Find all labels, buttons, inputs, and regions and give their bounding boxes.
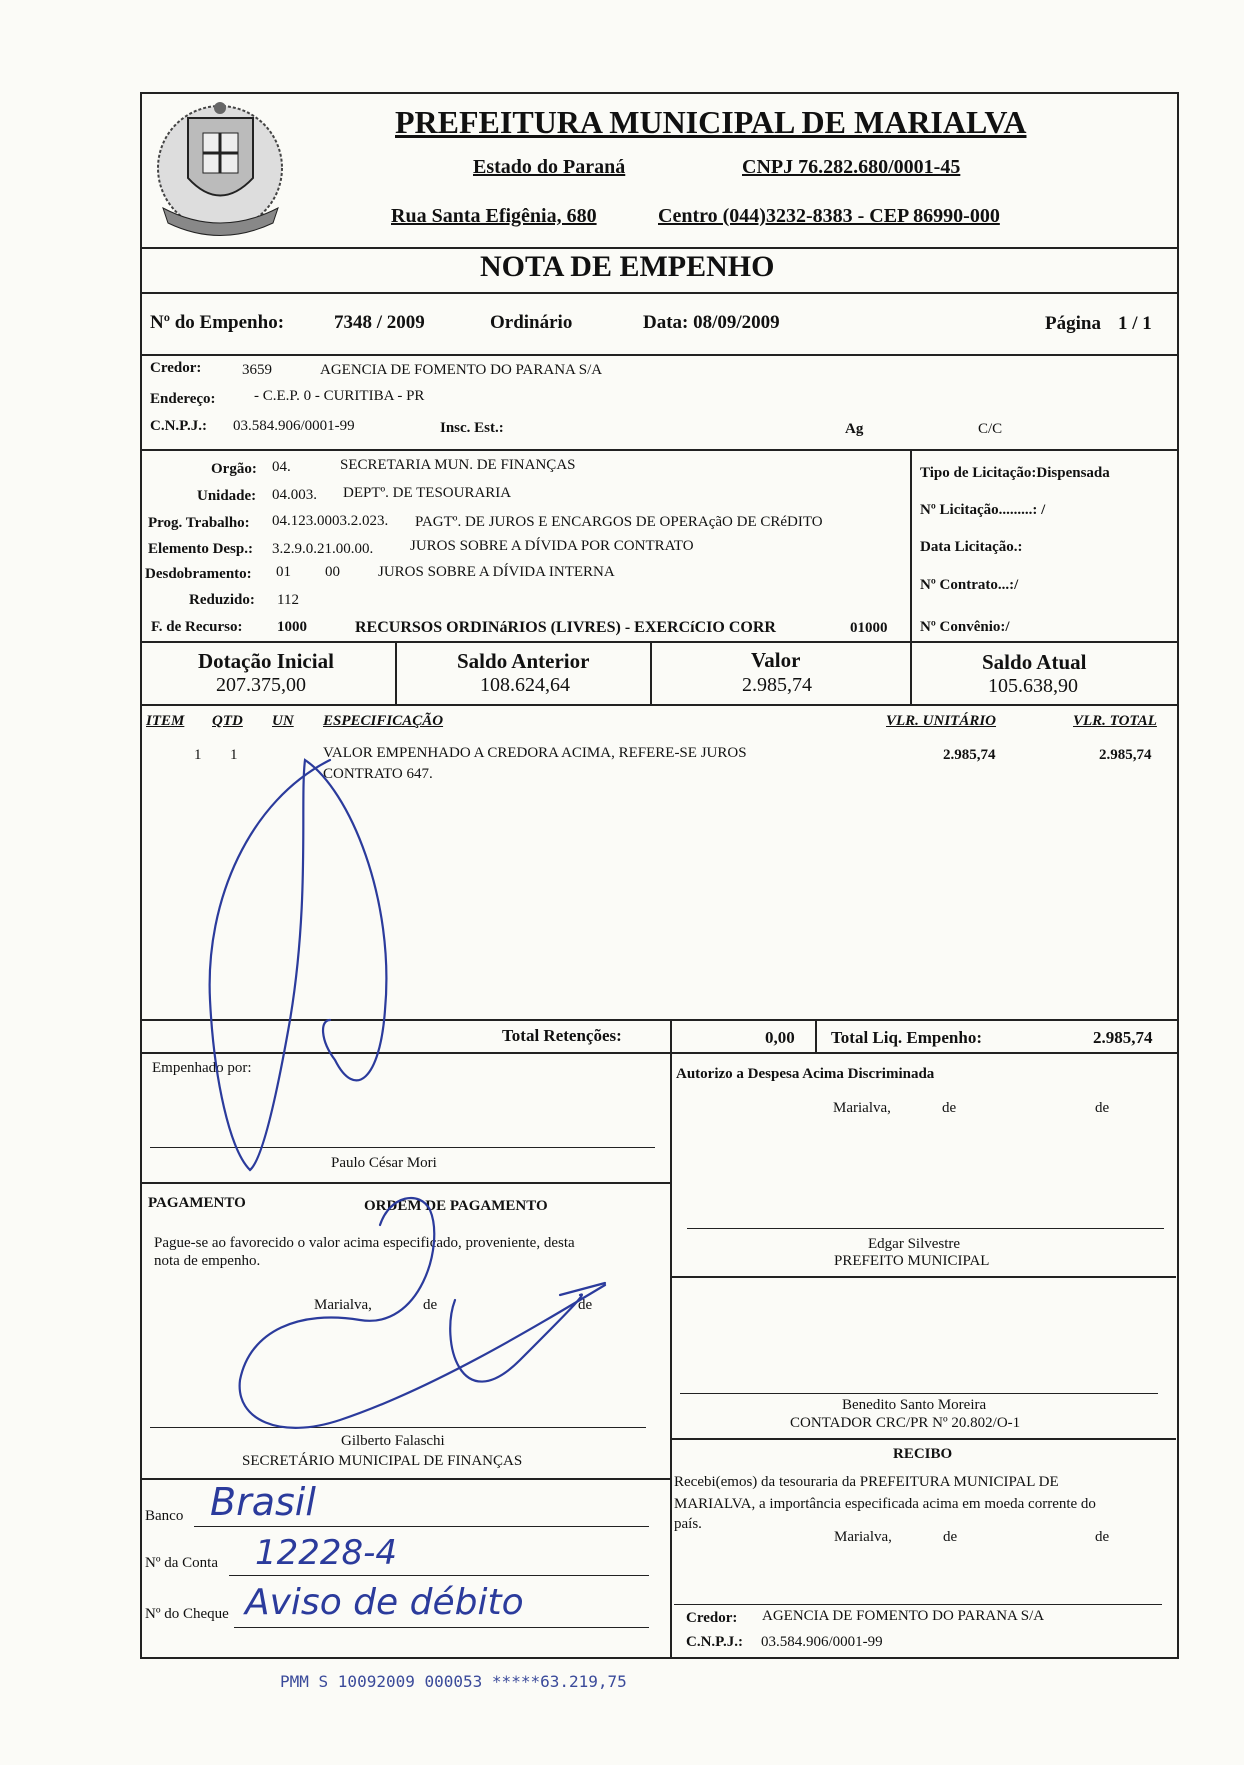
divider: [670, 1276, 1176, 1278]
saldo-anterior-value: 108.624,64: [480, 674, 570, 696]
ordem-pagamento-label: ORDEM DE PAGAMENTO: [364, 1198, 548, 1214]
elemento-code: 3.2.9.0.21.00.00.: [272, 541, 374, 557]
orgao-name: SECRETARIA MUN. DE FINANÇAS: [340, 457, 576, 473]
document-title: NOTA DE EMPENHO: [480, 250, 775, 283]
coat-of-arms-logo: [148, 98, 293, 240]
saldo-atual-value: 105.638,90: [988, 675, 1078, 697]
elemento-label: Elemento Desp.:: [148, 541, 253, 557]
divider: [395, 641, 397, 704]
empenho-number: 7348 / 2009: [334, 312, 425, 333]
item-vlr-unitario: 2.985,74: [943, 747, 996, 763]
unidade-name: DEPTº. DE TESOURARIA: [343, 485, 512, 501]
empenhado-por-label: Empenhado por:: [152, 1060, 252, 1076]
divider: [140, 704, 1177, 706]
item-number: 1: [194, 747, 202, 763]
credor-cnpj-label: C.N.P.J.:: [150, 418, 207, 434]
recibo-cnpj: 03.584.906/0001-99: [761, 1634, 883, 1650]
unidade-label: Unidade:: [197, 488, 257, 504]
contrato-number: Nº Contrato...:/: [920, 577, 1019, 593]
divider: [140, 354, 1177, 356]
col-qtd: QTD: [212, 713, 243, 729]
total-liq-value: 2.985,74: [1093, 1028, 1153, 1047]
page-number: 1 / 1: [1118, 313, 1152, 334]
unidade-code: 04.003.: [272, 487, 317, 503]
secretario-role: SECRETÁRIO MUNICIPAL DE FINANÇAS: [242, 1453, 523, 1469]
col-un: UN: [272, 713, 294, 729]
pagamento-de-1: de: [423, 1297, 438, 1313]
divider: [910, 641, 912, 704]
divider: [140, 1182, 671, 1184]
divider: [815, 1019, 817, 1052]
orgao-label: Orgão:: [211, 461, 257, 477]
col-vlr-unitario: VLR. UNITÁRIO: [886, 713, 997, 729]
licitacao-data: Data Licitação.:: [920, 539, 1023, 555]
cheque-handwritten: Aviso de débito: [245, 1582, 524, 1623]
total-retencoes-label: Total Retenções:: [502, 1026, 622, 1045]
dotacao-label: Dotação Inicial: [198, 649, 334, 673]
recibo-city: Marialva,: [834, 1529, 892, 1545]
pagamento-city: Marialva,: [314, 1297, 372, 1313]
saldo-anterior-label: Saldo Anterior: [457, 649, 590, 673]
divider: [140, 641, 1177, 643]
empenho-number-label: Nº do Empenho:: [150, 312, 285, 333]
recurso-label: F. de Recurso:: [151, 619, 243, 635]
banco-field-line: [194, 1526, 649, 1527]
pagamento-de-2: de: [578, 1297, 593, 1313]
pagamento-label: PAGAMENTO: [148, 1195, 246, 1211]
page-label: Página: [1045, 313, 1101, 334]
pagamento-text-1: Pague-se ao favorecido o valor acima especificado, proveniente, desta: [154, 1235, 575, 1251]
secretario-name: Gilberto Falaschi: [341, 1433, 445, 1449]
credor-label: Credor:: [150, 360, 202, 376]
item-qtd: 1: [230, 747, 238, 763]
recibo-text-3: país.: [674, 1516, 702, 1532]
divider: [140, 449, 1177, 451]
prog-label: Prog. Trabalho:: [148, 515, 250, 531]
autorizo-de-1: de: [942, 1100, 957, 1116]
empenho-type: Ordinário: [490, 312, 573, 333]
empenho-date: Data: 08/09/2009: [643, 312, 780, 333]
licitacao-tipo: Tipo de Licitação:Dispensada: [920, 465, 1110, 481]
divider: [140, 292, 1177, 294]
bank-stamp: PMM S 10092009 000053 *****63.219,75: [280, 1672, 627, 1691]
desdobramento-name: JUROS SOBRE A DÍVIDA INTERNA: [378, 564, 615, 580]
item-description-line-1: VALOR EMPENHADO A CREDORA ACIMA, REFERE-SE JUROS: [323, 745, 747, 761]
signature-line: [674, 1604, 1162, 1605]
divider: [140, 247, 1177, 249]
banco-handwritten: Brasil: [210, 1480, 316, 1524]
recibo-text-2: MARIALVA, a importância especificada acima em moeda corrente do: [674, 1496, 1096, 1512]
valor-value: 2.985,74: [742, 674, 812, 696]
cheque-label: Nº do Cheque: [145, 1606, 229, 1622]
divider: [670, 1019, 672, 1659]
col-item: ITEM: [146, 713, 185, 729]
autorizo-city: Marialva,: [833, 1100, 891, 1116]
total-retencoes-value: 0,00: [765, 1028, 795, 1047]
empenhado-por-name: Paulo César Mori: [331, 1155, 437, 1171]
prefeito-role: PREFEITO MUNICIPAL: [834, 1253, 990, 1269]
autorizo-de-2: de: [1095, 1100, 1110, 1116]
address-label: Endereço:: [150, 391, 216, 407]
contador-role: CONTADOR CRC/PR Nº 20.802/O-1: [790, 1415, 1021, 1431]
recibo-de-1: de: [943, 1529, 958, 1545]
total-liq-label: Total Liq. Empenho:: [831, 1028, 982, 1047]
divider: [140, 1052, 1177, 1054]
recibo-text-1: Recebi(emos) da tesouraria da PREFEITURA MUNICIPAL DE: [674, 1474, 1059, 1490]
item-description-line-2: CONTRATO 647.: [323, 766, 433, 782]
signature-line: [150, 1147, 655, 1148]
signature-line: [680, 1393, 1158, 1394]
convenio-number: Nº Convênio:/: [920, 619, 1010, 635]
pagamento-text-2: nota de empenho.: [154, 1253, 261, 1269]
banco-label: Banco: [145, 1508, 184, 1524]
prefeito-name: Edgar Silvestre: [868, 1236, 961, 1252]
recurso-name: RECURSOS ORDINáRIOS (LIVRES) - EXERCíCIO CORR: [355, 619, 776, 636]
divider: [910, 449, 912, 641]
account-label: C/C: [978, 421, 1003, 437]
credor-code: 3659: [242, 362, 272, 378]
conta-label: Nº da Conta: [145, 1555, 218, 1571]
signature-line: [150, 1427, 646, 1428]
contador-name: Benedito Santo Moreira: [842, 1397, 987, 1413]
credor-cnpj: 03.584.906/0001-99: [233, 418, 355, 434]
conta-field-line: [229, 1575, 649, 1576]
item-vlr-total: 2.985,74: [1099, 747, 1152, 763]
col-especificacao: ESPECIFICAÇÃO: [323, 713, 444, 729]
recibo-de-2: de: [1095, 1529, 1110, 1545]
desdobramento-code-1: 01: [276, 564, 291, 580]
recurso-code: 1000: [277, 619, 307, 635]
address-label: Rua Santa Efigênia, 680: [391, 205, 597, 227]
desdobramento-code-2: 00: [325, 564, 340, 580]
cheque-field-line: [234, 1627, 649, 1628]
prog-name: PAGTº. DE JUROS E ENCARGOS DE OPERAçãO DE CRéDITO: [415, 514, 823, 530]
col-vlr-total: VLR. TOTAL: [1073, 713, 1157, 729]
autorizo-label: Autorizo a Despesa Acima Discriminada: [676, 1066, 935, 1082]
agency-label: Ag: [845, 421, 864, 437]
orgao-code: 04.: [272, 459, 291, 475]
recibo-credor-label: Credor:: [686, 1610, 738, 1626]
conta-handwritten: 12228-4: [255, 1533, 398, 1573]
city-hall-title: PREFEITURA MUNICIPAL DE MARIALVA: [395, 104, 1027, 140]
prog-code: 04.123.0003.2.023.: [272, 513, 389, 529]
saldo-atual-label: Saldo Atual: [982, 650, 1087, 674]
divider: [670, 1438, 1176, 1440]
reduzido-label: Reduzido:: [189, 592, 255, 608]
recibo-cnpj-label: C.N.P.J.:: [686, 1634, 743, 1650]
recurso-code-2: 01000: [850, 620, 888, 636]
contact-label: Centro (044)3232-8383 - CEP 86990-000: [658, 205, 1000, 227]
insc-est-label: Insc. Est.:: [440, 420, 504, 436]
divider: [650, 641, 652, 704]
valor-label: Valor: [751, 648, 801, 672]
signature-line: [687, 1228, 1164, 1229]
recibo-credor-name: AGENCIA DE FOMENTO DO PARANA S/A: [762, 1608, 1045, 1624]
credor-address: - C.E.P. 0 - CURITIBA - PR: [254, 388, 425, 404]
divider: [140, 1019, 1177, 1021]
credor-name: AGENCIA DE FOMENTO DO PARANA S/A: [320, 362, 603, 378]
licitacao-numero: Nº Licitação.........: /: [920, 502, 1046, 518]
cnpj-label: CNPJ 76.282.680/0001-45: [742, 156, 961, 178]
reduzido-value: 112: [277, 592, 299, 608]
state-label: Estado do Paraná: [473, 156, 626, 178]
elemento-name: JUROS SOBRE A DÍVIDA POR CONTRATO: [410, 538, 694, 554]
desdobramento-label: Desdobramento:: [145, 566, 252, 582]
dotacao-value: 207.375,00: [216, 674, 306, 696]
recibo-label: RECIBO: [893, 1446, 953, 1462]
